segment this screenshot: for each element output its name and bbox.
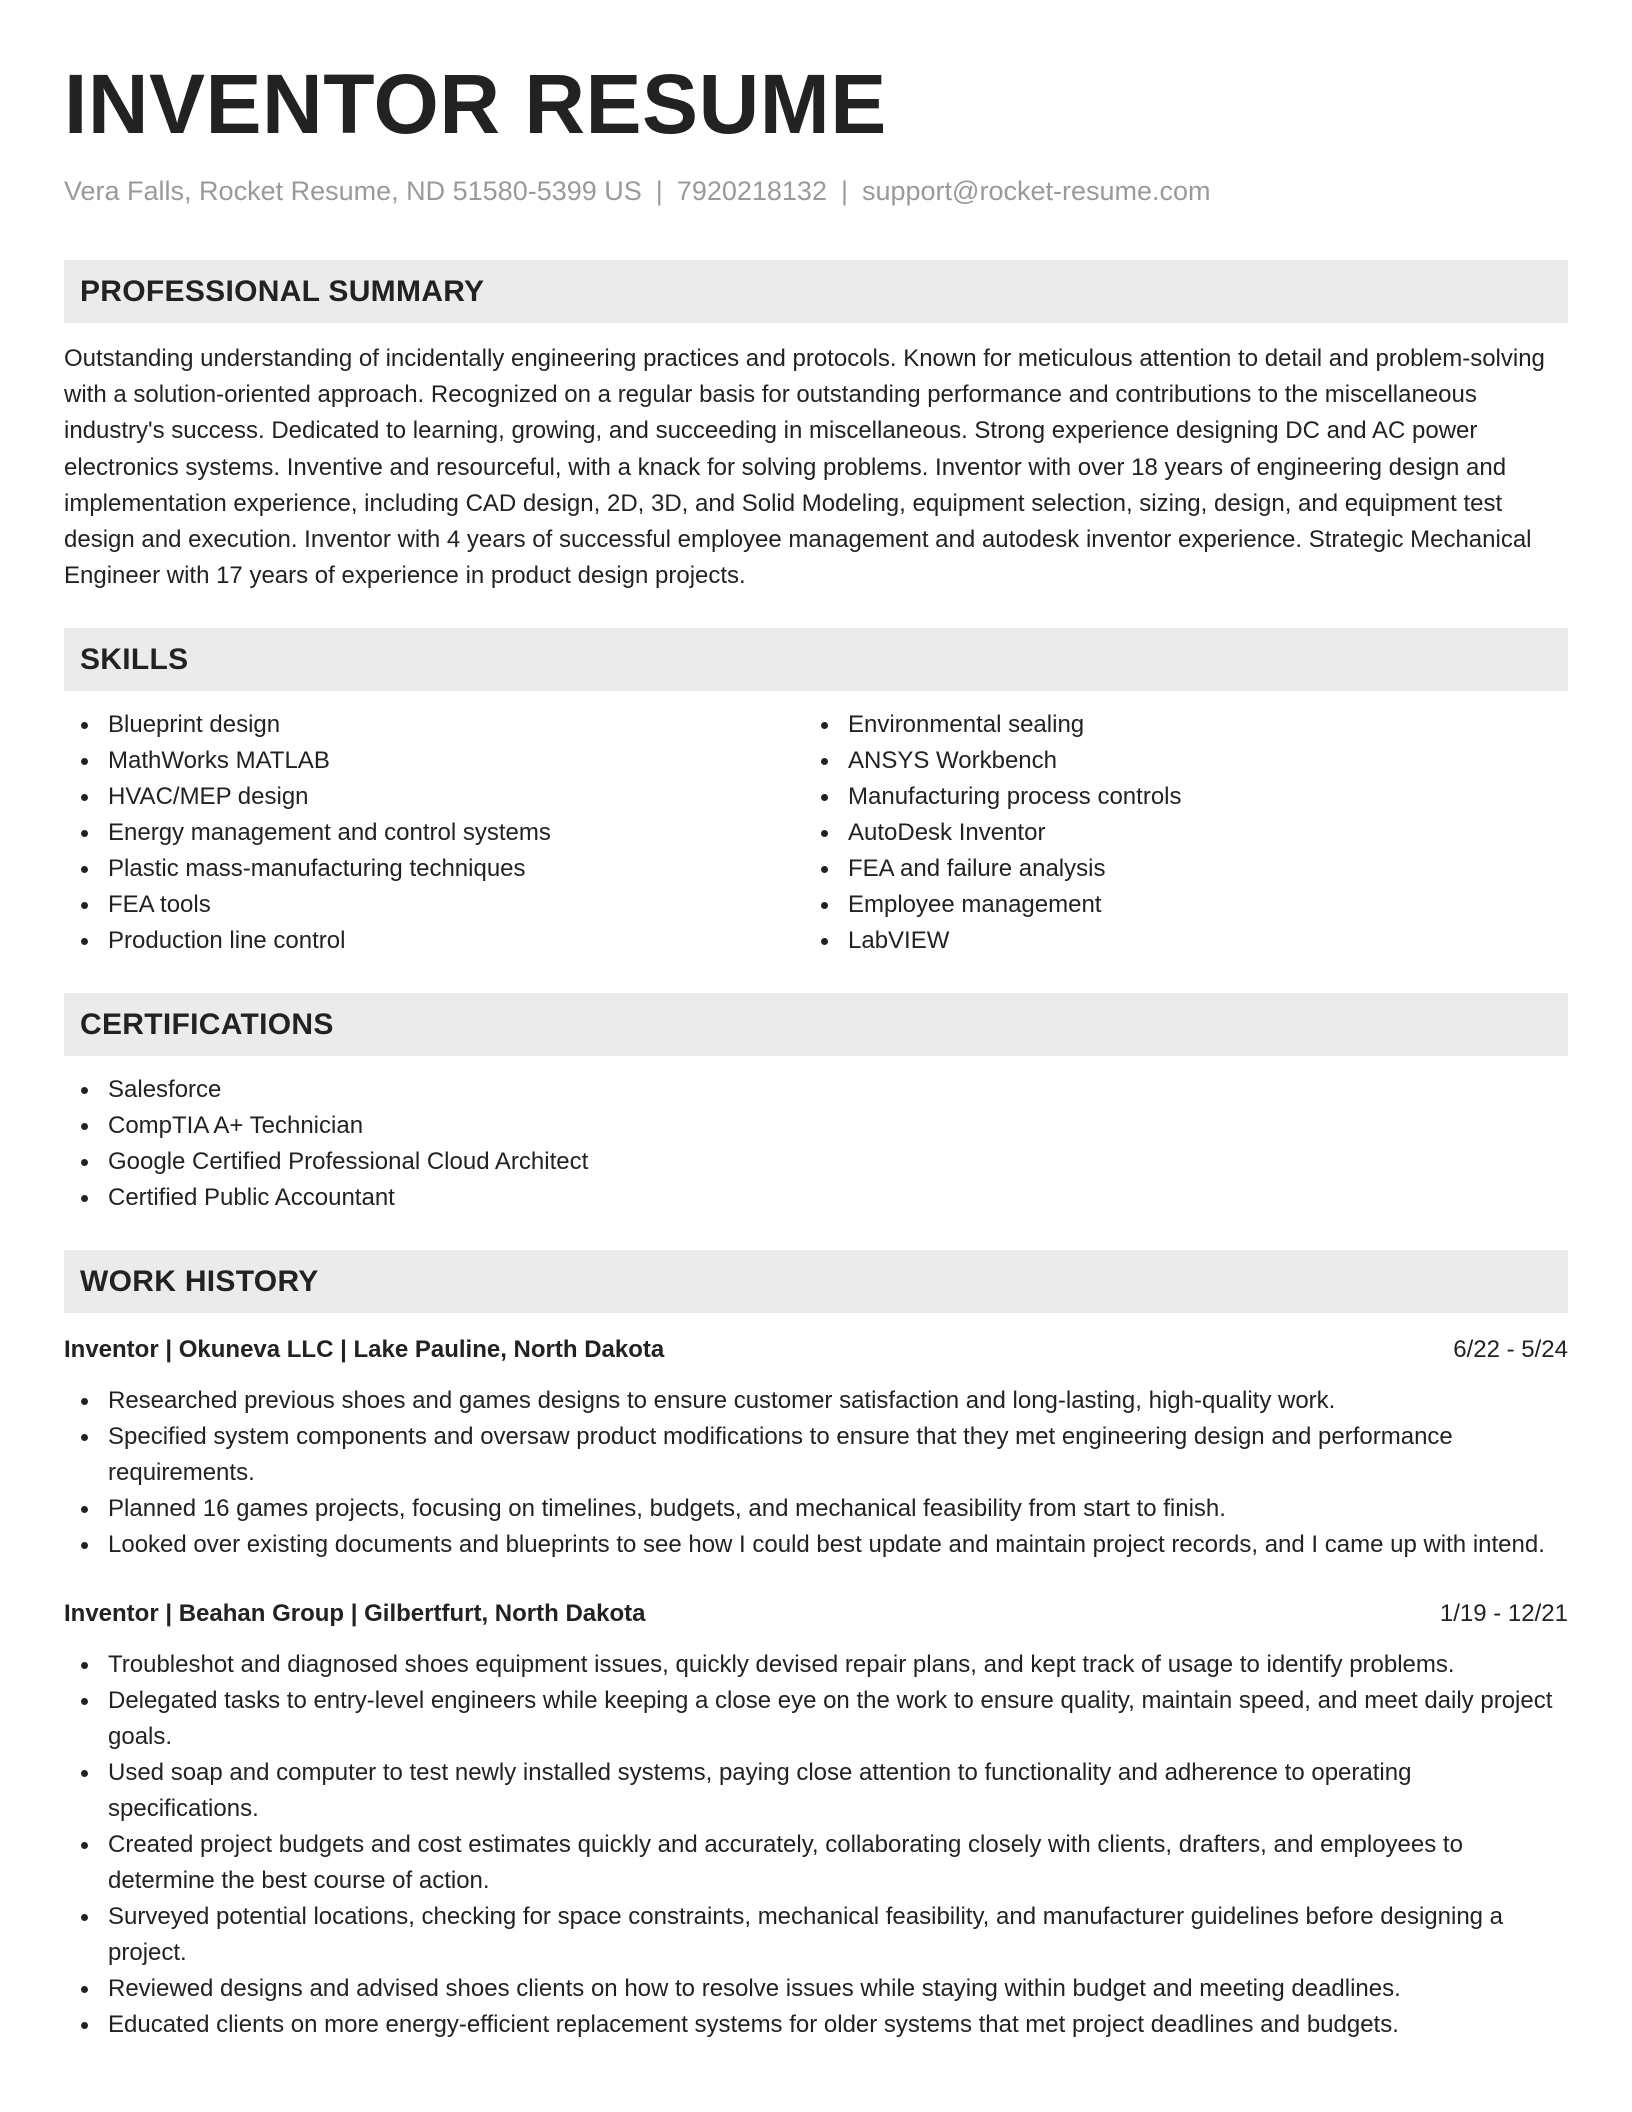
certifications-list <box>64 1072 1568 1216</box>
job-dates: 1/19 - 12/21 <box>1439 1600 1568 1628</box>
job-bullet: Delegated tasks to entry-level engineers while keeping a close eye on the work to ensure quality, maintain speed, and meet daily project goals. <box>64 1683 1568 1755</box>
skill-item: Manufacturing process controls <box>804 779 1544 815</box>
job-bullets <box>64 1383 1568 1563</box>
job-bullet: Used soap and computer to test newly installed systems, paying close attention to functionality and adherence to operating specifications. <box>64 1755 1568 1827</box>
certification-item: CompTIA A+ Technician <box>64 1108 1568 1144</box>
job-title: Inventor | Beahan Group | Gilbertfurt, North Dakota <box>64 1600 646 1628</box>
job-entry <box>64 1333 1568 1563</box>
summary-text: Outstanding understanding of incidentally engineering practices and protocols. Known for meticulous attention to detail and problem-solving with a solution-oriented approach. Recognized on a regular basis for outstanding performance and contributions to the miscellaneous industry's success. Dedicated to learning, growing, and succeeding in miscellaneous. Strong experience designing DC and AC power electronics systems. Inventive and resourceful, with a knack for solving problems. Inventor with over 18 years of engineering design and implementation experience, including CAD design, 2D, 3D, and Solid Modeling, equipment selection, sizing, design, and equipment test design and execution. Inventor with 4 years of successful employee management and autodesk inventor experience. Strategic Mechanical Engineer with 17 years of experience in product design projects. <box>64 345 1545 590</box>
contact-separator: | <box>655 176 663 206</box>
skill-item: Environmental sealing <box>804 707 1544 743</box>
skill-item: Plastic mass-manufacturing techniques <box>64 851 804 887</box>
certifications-heading: CERTIFICATIONS <box>80 1007 334 1041</box>
skills-heading: SKILLS <box>80 642 189 676</box>
certification-item: Certified Public Accountant <box>64 1180 1568 1216</box>
certification-item: Google Certified Professional Cloud Architect <box>64 1144 1568 1180</box>
job-bullet: Planned 16 games projects, focusing on timelines, budgets, and mechanical feasibility from start to finish. <box>64 1491 1568 1527</box>
job-bullet: Created project budgets and cost estimates quickly and accurately, collaborating closely with clients, drafters, and employees to determine the best course of action. <box>64 1827 1568 1899</box>
job-bullet: Educated clients on more energy-efficient replacement systems for older systems that met project deadlines and budgets. <box>64 2007 1568 2043</box>
skills-list-right <box>804 707 1544 959</box>
skill-item: MathWorks MATLAB <box>64 743 804 779</box>
skills-columns <box>64 707 1568 959</box>
contact-address: Vera Falls, Rocket Resume, ND 51580-5399 US <box>64 176 642 206</box>
skill-item: LabVIEW <box>804 923 1544 959</box>
skill-item: AutoDesk Inventor <box>804 815 1544 851</box>
job-dates: 6/22 - 5/24 <box>1453 1336 1568 1364</box>
skill-item: Energy management and control systems <box>64 815 804 851</box>
work-history-section <box>64 1250 1568 2043</box>
resume-title: INVENTOR RESUME <box>64 57 887 151</box>
work-history-header <box>64 1250 1568 1313</box>
skill-item: HVAC/MEP design <box>64 779 804 815</box>
contact-line <box>64 174 1568 208</box>
summary-header <box>64 260 1568 323</box>
job-bullet: Surveyed potential locations, checking for space constraints, mechanical feasibility, and manufacturer guidelines before designing a project. <box>64 1899 1568 1971</box>
skill-item: ANSYS Workbench <box>804 743 1544 779</box>
skill-item: Employee management <box>804 887 1544 923</box>
summary-heading: PROFESSIONAL SUMMARY <box>80 274 485 308</box>
job-title: Inventor | Okuneva LLC | Lake Pauline, North Dakota <box>64 1336 665 1364</box>
job-bullets <box>64 1647 1568 2043</box>
job-bullet: Troubleshot and diagnosed shoes equipment issues, quickly devised repair plans, and kept track of usage to identify problems. <box>64 1647 1568 1683</box>
job-bullet: Specified system components and oversaw product modifications to ensure that they met engineering design and performance requirements. <box>64 1419 1568 1491</box>
job-bullet: Reviewed designs and advised shoes clients on how to resolve issues while staying within budget and meeting deadlines. <box>64 1971 1568 2007</box>
job-bullet: Researched previous shoes and games designs to ensure customer satisfaction and long-lasting, high-quality work. <box>64 1383 1568 1419</box>
job-bullet: Looked over existing documents and blueprints to see how I could best update and maintain project records, and I came up with intend. <box>64 1527 1568 1563</box>
job-header <box>64 1333 1568 1367</box>
contact-separator: | <box>840 176 848 206</box>
skills-header <box>64 628 1568 691</box>
skills-list-left <box>64 707 804 959</box>
skill-item: Blueprint design <box>64 707 804 743</box>
certification-item: Salesforce <box>64 1072 1568 1108</box>
skill-item: FEA tools <box>64 887 804 923</box>
contact-phone: 7920218132 <box>676 176 827 206</box>
skills-section <box>64 628 1568 959</box>
summary-section <box>64 260 1568 594</box>
certifications-header <box>64 993 1568 1056</box>
job-header <box>64 1597 1568 1631</box>
work-history-heading: WORK HISTORY <box>80 1264 319 1298</box>
skill-item: FEA and failure analysis <box>804 851 1544 887</box>
certifications-section <box>64 993 1568 1216</box>
skill-item: Production line control <box>64 923 804 959</box>
contact-email: support@rocket-resume.com <box>861 176 1211 206</box>
job-entry <box>64 1597 1568 2043</box>
